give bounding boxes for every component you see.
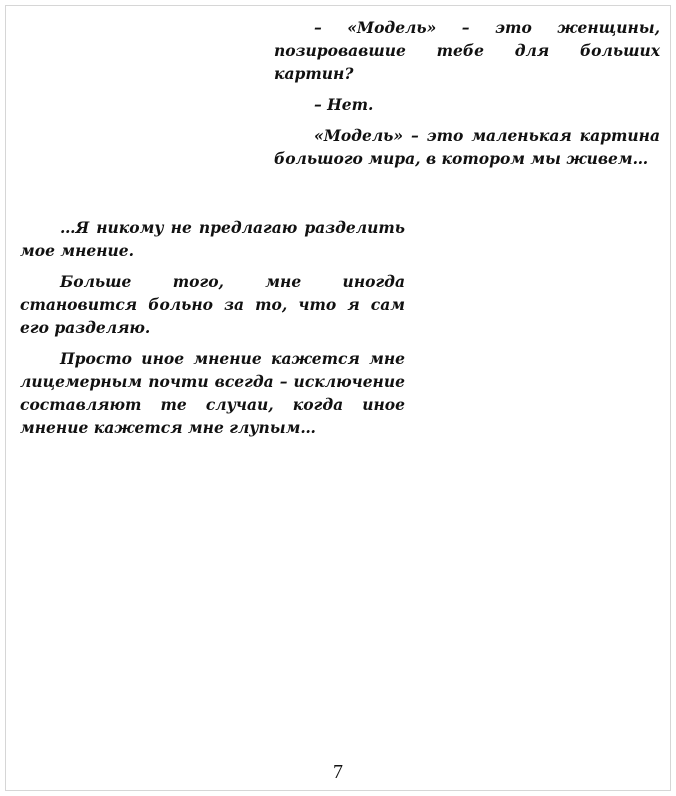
opinion-paragraph-2: Больше того, мне иногда становится больно за то, что я сам его разделяю. (20, 272, 405, 337)
opinion-paragraph-3: Просто иное мнение кажется мне лицемерным почти всегда – исключение составляют те случаи, когда иное мнение кажется мне глупым… (20, 349, 405, 437)
dialogue-question: – «Модель» – это женщины, позировавшие тебе для больших картин? (274, 18, 660, 83)
opinion-paragraph-1: …Я никому не предлагаю разделить мое мнение. (20, 218, 405, 260)
page-number: 7 (333, 761, 343, 783)
dialogue-definition: «Модель» – это маленькая картина большого мира, в котором мы живем… (274, 126, 660, 168)
dialogue-answer: – Нет. (314, 95, 374, 114)
dialogue-block (274, 16, 660, 178)
opinion-block (20, 216, 405, 447)
